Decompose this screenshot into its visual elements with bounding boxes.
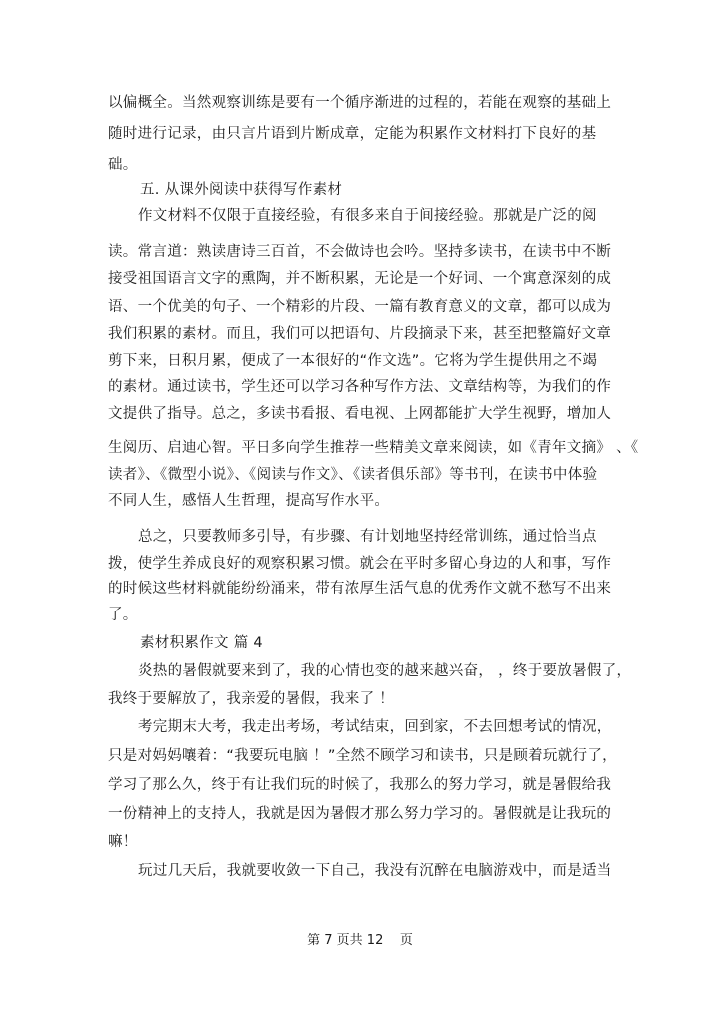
text-line: 我们积累的素材。而且，我们可以把语句、片段摘录下来，甚至把整篇好文章	[108, 326, 612, 342]
text-line: 础。	[108, 157, 138, 173]
section-heading: 素材积累作文 篇 4	[140, 635, 263, 651]
text-line: 剪下来，日积月累，便成了一本很好的“作文选”。它将为学生提供用之不竭	[108, 353, 598, 369]
text-line: 炎热的暑假就要来到了，我的心情也变的越来越兴奋， ，终于要放暑假了，	[138, 663, 632, 679]
text-line: 的时候这些材料就能纷纷涌来，带有浓厚生活气息的优秀作文就不愁写不出来	[108, 581, 612, 597]
text-line: 考完期末大考，我走出考场，考试结束，回到家，不去回想考试的情况，	[138, 719, 612, 735]
text-line: 了。	[108, 607, 138, 623]
text-line: 以偏概全。当然观察训练是要有一个循序渐进的过程的，若能在观察的基础上	[108, 95, 612, 111]
text-line: 嘛！	[108, 834, 138, 850]
text-line: 读者》、《微型小说》、《阅读与作文》、《读者俱乐部》等书刊，在读书中体验	[108, 467, 598, 483]
text-line: 随时进行记录，由只言片语到片断成章，定能为积累作文材料打下良好的基	[108, 126, 597, 142]
text-line: 不同人生，感悟人生哲理，提高写作水平。	[108, 493, 390, 509]
text-line: 文提供了指导。总之，多读书看报、看电视、上网都能扩大学生视野，增加人	[108, 406, 612, 422]
text-line: 生阅历、启迪心智。平日多向学生推荐一些精美文章来阅读，如《青年文摘》 、《	[108, 440, 639, 456]
text-line: 拨，使学生养成良好的观察积累习惯。就会在平时多留心身边的人和事，写作	[108, 556, 612, 572]
text-line: 一份精神上的支持人，我就是因为暑假才那么努力学习的。暑假就是让我玩的	[108, 806, 612, 822]
text-line: 只是对妈妈嚷着：“我要玩电脑 ！”全然不顾学习和读书，只是顾着玩就行了，	[108, 748, 617, 764]
text-line: 接受祖国语言文字的熏陶，并不断积累，无论是一个好词、一个寓意深刻的成	[108, 271, 612, 287]
section-heading: 五. 从课外阅读中获得写作素材	[140, 182, 343, 198]
text-line: 语、一个优美的句子、一个精彩的片段、一篇有教育意义的文章，都可以成为	[108, 299, 612, 315]
text-line: 我终于要解放了，我亲爱的暑假，我来了 ！	[108, 691, 395, 707]
text-line: 学习了那么久，终于有让我们玩的时候了，我那么的努力学习，就是暑假给我	[108, 777, 612, 793]
text-line: 总之，只要教师多引导，有步骤、有计划地坚持经常训练，通过恰当点	[138, 529, 597, 545]
text-line: 作文材料不仅限于直接经验，有很多来自于间接经验。那就是广泛的阅	[138, 208, 597, 224]
text-line: 的素材。通过读书，学生还可以学习各种写作方法、文章结构等，为我们的作	[108, 379, 612, 395]
text-line: 读。常言道：熟读唐诗三百首，不会做诗也会吟。坚持多读书，在读书中不断	[108, 244, 612, 260]
text-line: 玩过几天后，我就要收敛一下自己，我没有沉醉在电脑游戏中，而是适当	[138, 863, 612, 879]
page-number-footer: 第 7 页共 12 页	[307, 933, 413, 948]
